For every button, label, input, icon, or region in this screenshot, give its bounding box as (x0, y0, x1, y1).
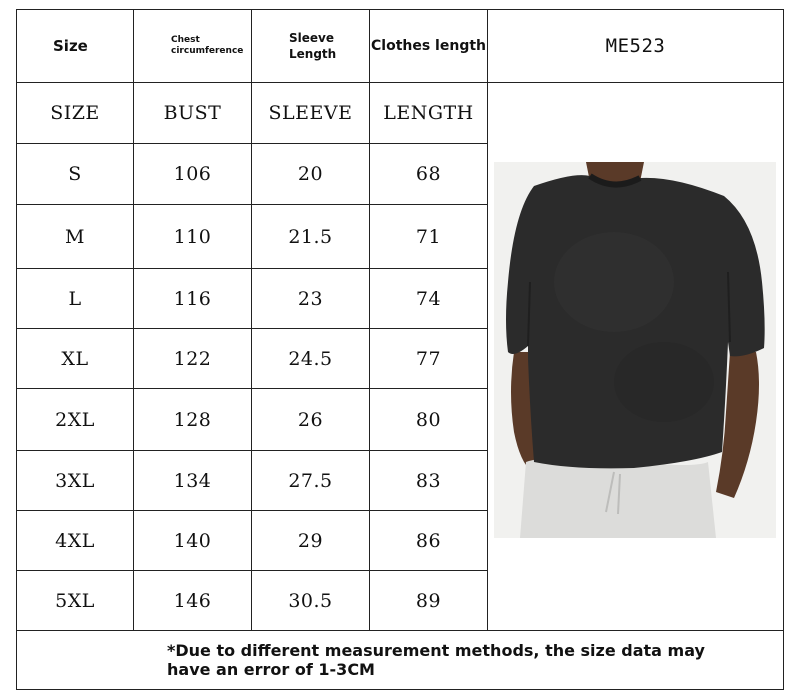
table-cell: 68 (370, 144, 488, 205)
table-cell: 5XL (17, 571, 134, 631)
table-cell: 20 (252, 144, 370, 205)
table-cell: 3XL (17, 451, 134, 511)
table-cell: 77 (370, 329, 488, 389)
table-cell: 29 (252, 511, 370, 571)
table-cell: 89 (370, 571, 488, 631)
table-cell: L (17, 269, 134, 329)
product-photo (494, 162, 776, 538)
table-cell: 134 (134, 451, 252, 511)
table-cell: 140 (134, 511, 252, 571)
table-cell: 74 (370, 269, 488, 329)
table-cell: 110 (134, 205, 252, 269)
header-sleeve: Sleeve Length (252, 10, 370, 83)
table-cell: 83 (370, 451, 488, 511)
table-cell: 86 (370, 511, 488, 571)
table-cell: M (17, 205, 134, 269)
table-cell: 24.5 (252, 329, 370, 389)
cropped-top-strip (0, 0, 798, 4)
table-cell: 21.5 (252, 205, 370, 269)
table-cell: XL (17, 329, 134, 389)
table-cell: 128 (134, 389, 252, 451)
tshirt-model-illustration (494, 162, 776, 538)
table-cell: S (17, 144, 134, 205)
table-cell: 71 (370, 205, 488, 269)
header-chest: Chest circumference (134, 10, 252, 83)
subheader-bust: BUST (134, 83, 252, 144)
measurement-note: *Due to different measurement methods, the size data may have an error of 1-3CM (17, 631, 784, 690)
subheader-length: LENGTH (370, 83, 488, 144)
model-number: ME523 (488, 10, 784, 83)
table-cell: 4XL (17, 511, 134, 571)
table-cell: 116 (134, 269, 252, 329)
table-cell: 2XL (17, 389, 134, 451)
table-cell: 80 (370, 389, 488, 451)
table-cell: 23 (252, 269, 370, 329)
table-cell: 30.5 (252, 571, 370, 631)
table-cell: 146 (134, 571, 252, 631)
table-cell: 27.5 (252, 451, 370, 511)
table-cell: 26 (252, 389, 370, 451)
table-cell: 122 (134, 329, 252, 389)
header-length: Clothes length (370, 10, 488, 83)
header-size: Size (17, 10, 134, 83)
table-cell: 106 (134, 144, 252, 205)
subheader-sleeve: SLEEVE (252, 83, 370, 144)
subheader-size: SIZE (17, 83, 134, 144)
